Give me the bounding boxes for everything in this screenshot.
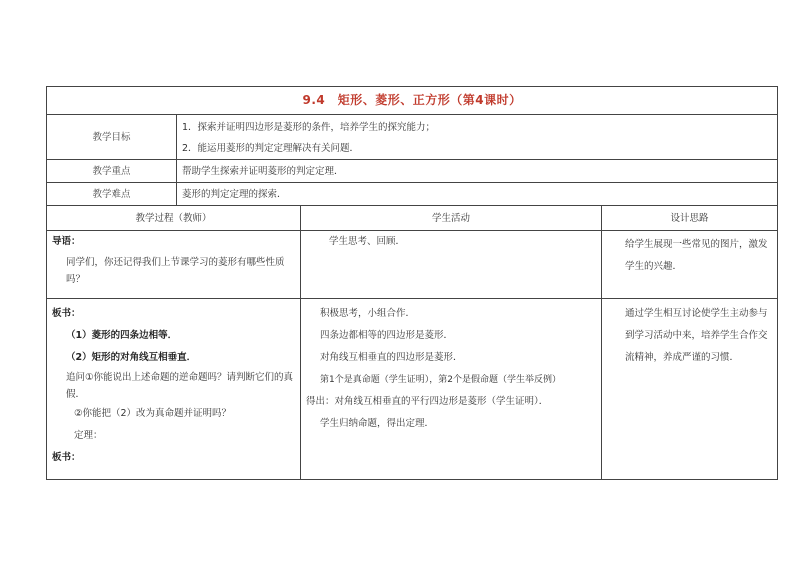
board-design-text: 通过学生相互讨论使学生主动参与到学习活动中来，培养学生合作交流精神，养成严谨的习惯． (625, 308, 768, 363)
board-student-cell (301, 299, 602, 480)
difficulty-row (47, 183, 778, 206)
board-teacher-line-5: 定理： (74, 430, 103, 441)
col-teacher-header: 教学过程（教师） (47, 206, 301, 231)
intro-student-cell (301, 231, 602, 299)
lesson-plan-table (46, 86, 778, 480)
col-student-header: 学生活动 (301, 206, 602, 231)
intro-heading: 导语： (52, 236, 81, 247)
objectives-content (177, 115, 778, 160)
title-row (47, 87, 778, 115)
board-row (47, 299, 778, 480)
lesson-title: 9.4 矩形、菱形、正方形（第4课时） (47, 87, 778, 115)
board-student-line-1: 积极思考，小组合作． (320, 308, 416, 319)
board-teacher-line-3: 追问①你能说出上述命题的逆命题吗？请判断它们的真假． (66, 372, 294, 400)
intro-design-text: 给学生展现一些常见的图片，激发学生的兴趣． (625, 239, 768, 272)
difficulty-label: 教学难点 (47, 183, 177, 206)
board-teacher-cell (47, 299, 301, 480)
board-student-line-5: 得出：对角线互相垂直的平行四边形是菱形（学生证明）． (306, 396, 549, 407)
intro-teacher-cell (47, 231, 301, 299)
board-teacher-line-6: 板书： (52, 452, 81, 463)
board-teacher-line-2: （2）矩形的对角线互相垂直． (66, 352, 197, 363)
board-heading: 板书： (52, 308, 81, 319)
board-student-line-6: 学生归纳命题，得出定理． (320, 418, 435, 429)
intro-teacher-text: 同学们，你还记得我们上节课学习的菱形有哪些性质吗？ (66, 257, 285, 285)
intro-design-cell (602, 231, 778, 299)
key-point-row (47, 160, 778, 183)
objective-item-2: 2．能运用菱形的判定定理解决有关问题． (182, 143, 360, 154)
difficulty-text: 菱形的判定定理的探索． (177, 183, 778, 206)
lesson-plan-sheet (46, 86, 777, 474)
intro-row (47, 231, 778, 299)
column-header-row (47, 206, 778, 231)
objectives-label: 教学目标 (47, 115, 177, 160)
intro-student-text: 学生思考、回顾． (329, 236, 406, 247)
board-student-line-3: 对角线互相垂直的四边形是菱形． (320, 352, 463, 363)
board-student-line-2: 四条边都相等的四边形是菱形． (320, 330, 454, 341)
board-student-line-4: 第1个是真命题（学生证明），第2个是假命题（学生举反例） (320, 375, 561, 385)
objective-item-1: 1．探索并证明四边形是菱形的条件，培养学生的探究能力； (182, 122, 436, 133)
objectives-row (47, 115, 778, 160)
key-point-label: 教学重点 (47, 160, 177, 183)
board-teacher-line-4: ②你能把（2）改为真命题并证明吗？ (74, 408, 232, 419)
board-design-cell (602, 299, 778, 480)
board-teacher-line-1: （1）菱形的四条边相等． (66, 330, 178, 341)
col-design-header: 设计思路 (602, 206, 778, 231)
key-point-text: 帮助学生探索并证明菱形的判定定理． (177, 160, 778, 183)
